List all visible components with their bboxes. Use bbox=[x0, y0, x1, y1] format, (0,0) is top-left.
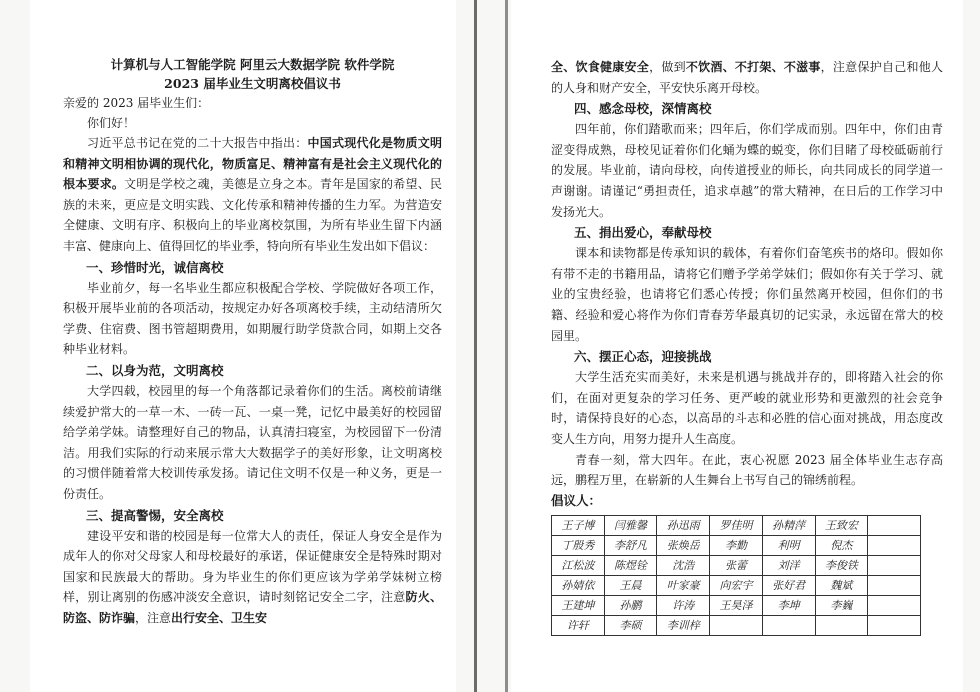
signature-cell: 李坤 bbox=[762, 595, 815, 615]
section-3-heading: 三、提高警惕，安全离校 bbox=[86, 507, 224, 523]
signature-cell: 张好君 bbox=[762, 575, 815, 595]
signature-cell bbox=[868, 555, 921, 575]
signature-cell: 叶家豪 bbox=[657, 575, 710, 595]
signature-cell: 沈浩 bbox=[657, 555, 710, 575]
intro-text-2: 文明是学校之魂，美德是立身之本。青年是国家的希望、民族的未来，更应是文明实践、文化传承和精神传播的生力军。为营造安全健康、文明有序、积极向上的毕业离校氛围，为所有毕业生留下内涵丰富、健康向上、值得回忆的毕业季，特向所有毕业生发出如下倡议： bbox=[63, 177, 442, 253]
signature-cell: 李俊铁 bbox=[815, 555, 868, 575]
signature-table bbox=[551, 515, 921, 636]
signature-cell: 张蕾 bbox=[710, 555, 763, 575]
signature-cell bbox=[868, 595, 921, 615]
signature-cell: 李巍 bbox=[815, 595, 868, 615]
signature-cell bbox=[710, 615, 763, 635]
signature-cell bbox=[762, 615, 815, 635]
section-4-text: 四年前，你们踏歌而来；四年后，你们学成而别。四年中，你们由青涩变得成熟，母校见证着你们化蛹为蝶的蜕变，你们目睹了母校砥砺前行的发展。毕业前，请向母校，向传道授业的师长，向共同成长的同学道一声谢谢。请谨记“勇担责任，追求卓越”的常大精神，在日后的工作学习中发扬光大。 bbox=[551, 122, 943, 219]
section-3-cont-text-1: ，做到 bbox=[649, 60, 686, 74]
signature-cell: 王昊泽 bbox=[710, 595, 763, 615]
section-3-cont-text-2: ，注意保护自己和他人的人身和财产安全，平安快乐离开母校。 bbox=[551, 60, 943, 95]
signature-row bbox=[552, 575, 921, 595]
page-fold-line-2 bbox=[505, 0, 508, 692]
signature-cell: 许轩 bbox=[552, 615, 605, 635]
signature-row bbox=[552, 515, 921, 535]
signature-cell: 倪杰 bbox=[815, 535, 868, 555]
signature-row bbox=[552, 555, 921, 575]
signature-cell: 王晨 bbox=[604, 575, 657, 595]
page-fold-line bbox=[474, 0, 477, 692]
signature-row bbox=[552, 615, 921, 635]
signature-cell: 李训梓 bbox=[657, 615, 710, 635]
signature-cell: 李舒凡 bbox=[604, 535, 657, 555]
signature-row bbox=[552, 535, 921, 555]
signature-cell: 王致宏 bbox=[815, 515, 868, 535]
signature-cell: 丁殷秀 bbox=[552, 535, 605, 555]
section-6-heading: 六、摆正心态，迎接挑战 bbox=[574, 349, 712, 365]
signature-cell: 孙婧依 bbox=[552, 575, 605, 595]
section-3-continued bbox=[551, 57, 943, 98]
signature-cell: 陈煜铨 bbox=[604, 555, 657, 575]
signature-cell bbox=[868, 575, 921, 595]
salutation: 亲爱的 2023 届毕业生们： bbox=[63, 96, 210, 110]
signature-cell bbox=[868, 535, 921, 555]
closing-paragraph: 青春一刻，常大四年。在此，衷心祝愿 2023 届全体毕业生志存高远，鹏程万里，在崭新的人生舞台上书写自己的锦绣前程。 bbox=[551, 452, 943, 488]
signature-cell: 许涛 bbox=[657, 595, 710, 615]
intro-paragraph bbox=[63, 133, 442, 257]
right-page bbox=[511, 0, 963, 692]
section-2-heading: 二、以身为范，文明离校 bbox=[86, 362, 224, 378]
signature-cell: 向宏宇 bbox=[710, 575, 763, 595]
section-3-bold-1: 防火、防盗、防诈骗 bbox=[63, 590, 442, 625]
signature-cell bbox=[815, 615, 868, 635]
signatories-label: 倡议人： bbox=[551, 492, 602, 508]
section-5-heading: 五、捐出爱心，奉献母校 bbox=[574, 225, 712, 241]
section-3-cont-bold-2: 不饮酒、不打架、不滋事 bbox=[685, 60, 821, 74]
section-2-text: 大学四载，校园里的每一个角落都记录着你们的生活。离校前请继续爱护常大的一草一木、一砖一瓦、一桌一凳，记忆中最美好的校园留给学弟学妹。请整理好自己的物品，认真清扫寝室，为校园留下一份清洁。用我们实际的行动来展示常大大数据学子的美好形象，让文明离校的习惯伴随着常大校训传承发扬。请记住文明不仅是一种义务，更是一份责任。 bbox=[63, 383, 442, 501]
section-1-text: 毕业前夕，每一名毕业生都应积极配合学校、学院做好各项工作，积极开展毕业前的各项活动，按规定办好各项离校手续，主动结清所欠学费、住宿费、图书管超期费用，如期履行助学贷款合同，如期上交各种毕业材料。 bbox=[63, 280, 442, 357]
signature-cell: 孙精萍 bbox=[762, 515, 815, 535]
section-3-text bbox=[63, 526, 442, 629]
left-page bbox=[30, 0, 456, 692]
intro-quote: 中国式现代化是物质文明和精神文明相协调的现代化，物质富足、精神富有是社会主义现代化的根本要求。 bbox=[63, 136, 442, 192]
section-3-text-1: 建设平安和谐的校园是每一位常大人的责任，保证人身安全是作为成年人的你对父母家人和母校最好的承诺，保证健康安全是特殊时期对国家和民族最大的帮助。身为毕业生的你们更应该为学弟学妹树立榜样，别让离别的伤感冲淡安全意识，请时刻铭记安全二字，注意 bbox=[63, 528, 442, 605]
signature-cell: 王建坤 bbox=[552, 595, 605, 615]
section-3-text-2: ，注意 bbox=[135, 610, 172, 625]
signature-cell: 张焕岳 bbox=[657, 535, 710, 555]
signature-cell: 王子博 bbox=[552, 515, 605, 535]
signature-cell: 罗佳明 bbox=[710, 515, 763, 535]
signature-cell: 江松波 bbox=[552, 555, 605, 575]
signature-cell: 李勤 bbox=[710, 535, 763, 555]
document-title-line2: 2023 届毕业生文明离校倡议书 bbox=[164, 76, 341, 91]
signature-cell bbox=[868, 515, 921, 535]
signature-cell: 孙鹏 bbox=[604, 595, 657, 615]
signature-cell: 刘洋 bbox=[762, 555, 815, 575]
section-3-cont-bold: 全、饮食健康安全 bbox=[551, 60, 650, 74]
section-6-text: 大学生活充实而美好，未来是机遇与挑战并存的，即将踏入社会的你们，在面对更复杂的学习任务、更严峻的就业形势和更激烈的社会竞争时，请保持良好的心态，以高昂的斗志和必胜的信心面对挑战，用态度改变人生方向，用努力提升人生高度。 bbox=[551, 370, 943, 446]
signature-cell: 李硕 bbox=[604, 615, 657, 635]
section-1-heading: 一、珍惜时光，诚信离校 bbox=[86, 259, 224, 275]
section-5-text: 课本和读物都是传承知识的载体，有着你们奋笔疾书的烙印。假如你有带不走的书籍用品，请将它们赠予学弟学妹们；假如你有关于学习、就业的宝贵经验，也请将它们悉心传授；你们虽然离开校园，但你们的书籍、经验和爱心将作为你们青春芳华最真切的记实录，永远留在常大的校园里。 bbox=[551, 246, 943, 343]
greeting: 你们好！ bbox=[87, 116, 136, 130]
document-title-line1: 计算机与人工智能学院 阿里云大数据学院 软件学院 bbox=[110, 57, 395, 72]
section-4-heading: 四、感念母校，深情离校 bbox=[574, 101, 712, 117]
signature-cell: 孙迅雨 bbox=[657, 515, 710, 535]
intro-text-1: 习近平总书记在党的二十大报告中指出： bbox=[87, 136, 308, 150]
signature-cell bbox=[868, 615, 921, 635]
section-3-bold-2: 出行安全、卫生安 bbox=[171, 610, 268, 625]
signature-cell: 利明 bbox=[762, 535, 815, 555]
signature-row bbox=[552, 595, 921, 615]
signature-cell: 魏斌 bbox=[815, 575, 868, 595]
signature-cell: 闫雅馨 bbox=[604, 515, 657, 535]
